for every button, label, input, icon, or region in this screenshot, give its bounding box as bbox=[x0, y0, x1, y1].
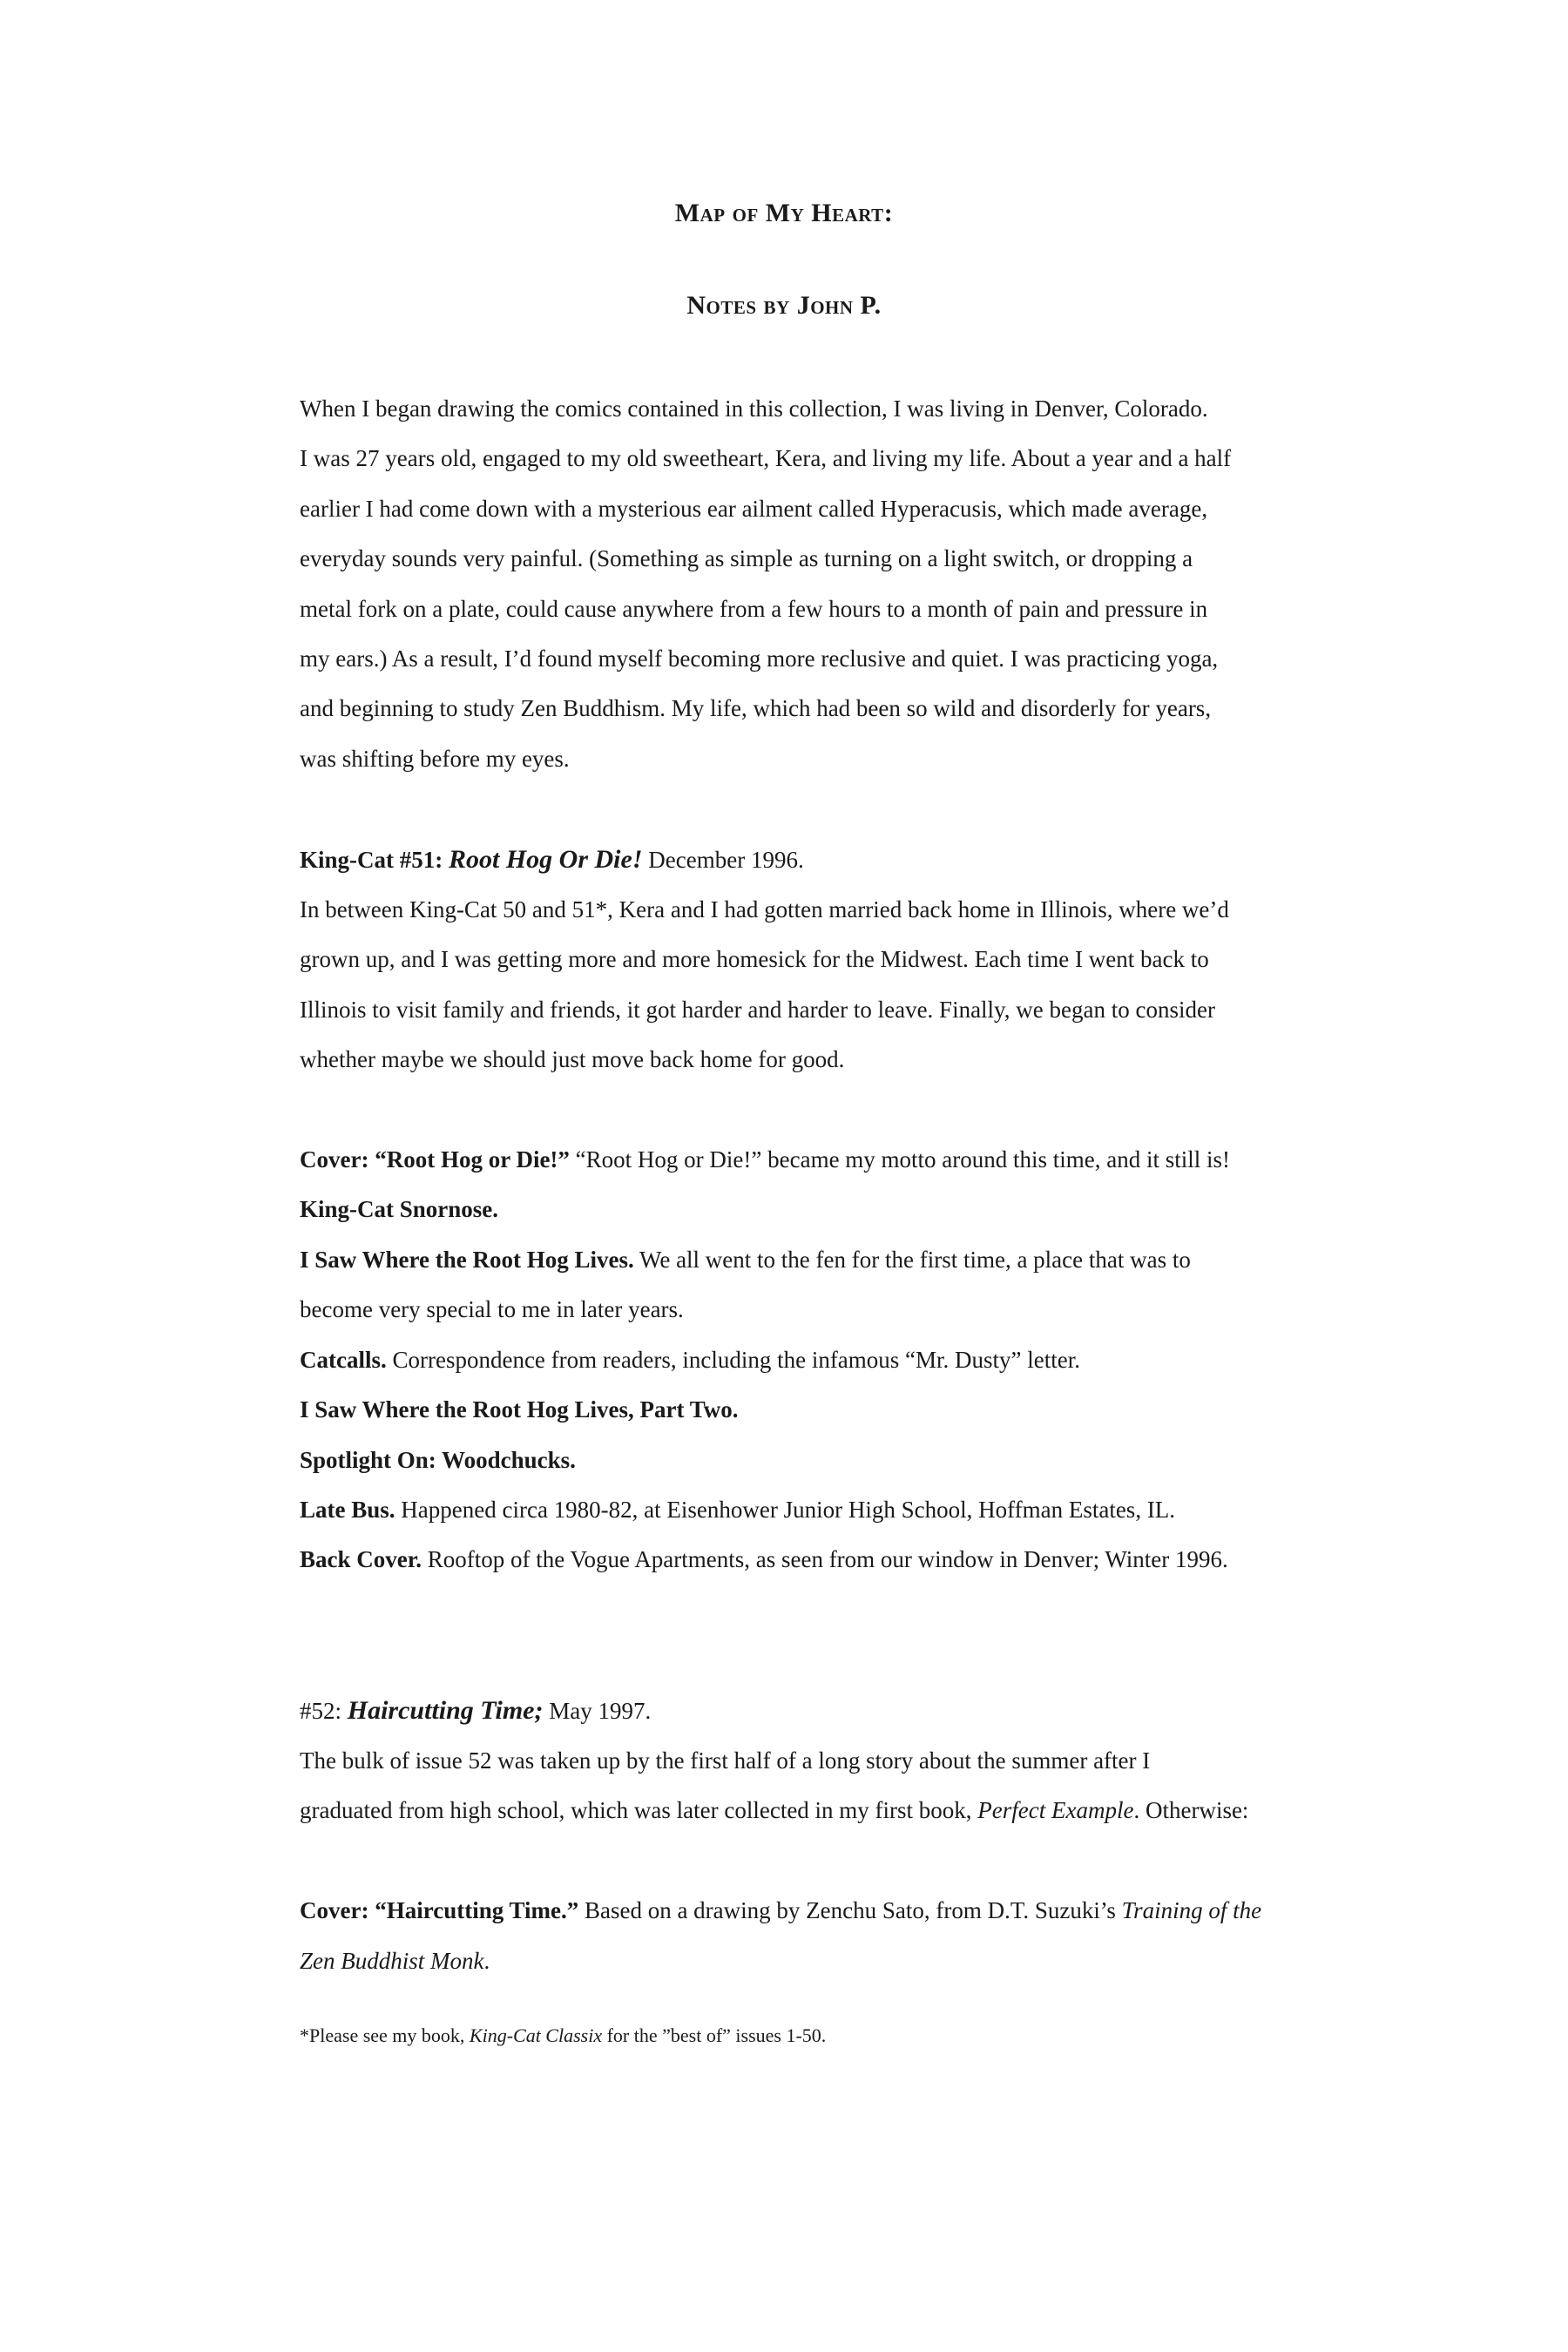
item-name: Back Cover. bbox=[300, 1546, 422, 1573]
contents-item bbox=[300, 1436, 1310, 1485]
intro-paragraph bbox=[300, 384, 1310, 784]
contents-item bbox=[300, 1185, 1310, 1234]
item-desc: Correspondence from readers, including the infamous “Mr. Dusty” letter. bbox=[386, 1346, 1081, 1373]
main-title: Map of My Heart: bbox=[674, 199, 894, 227]
issue-51-line: grown up, and I was getting more and more homesick for the Midwest. Each time I went back to bbox=[300, 946, 1209, 973]
contents-item bbox=[300, 1235, 1310, 1285]
item-desc: Based on a drawing by Zenchu Sato, from D.T. Suzuki’s bbox=[578, 1897, 1122, 1924]
book-title: Zen Buddhist Monk bbox=[300, 1947, 484, 1974]
line-text: graduated from high school, which was later collected in my first book, bbox=[300, 1797, 978, 1824]
issue-51-heading bbox=[300, 835, 1310, 885]
issue-date: December 1996. bbox=[648, 846, 804, 873]
issue-51-line: In between King-Cat 50 and 51*, Kera and I had gotten married back home in Illinois, where we’d bbox=[300, 896, 1229, 923]
contents-item bbox=[300, 1285, 1310, 1335]
footnote-text: *Please see my book, bbox=[300, 2024, 470, 2046]
intro-line: earlier I had come down with a mysterious ear ailment called Hyperacusis, which made average, bbox=[300, 495, 1208, 522]
item-desc: . bbox=[483, 1947, 490, 1974]
item-name: Late Bus. bbox=[300, 1496, 395, 1523]
contents-item bbox=[300, 1485, 1310, 1535]
contents-item bbox=[300, 1335, 1310, 1385]
book-title: Training of the bbox=[1121, 1897, 1262, 1924]
item-name: I Saw Where the Root Hog Lives. bbox=[300, 1246, 634, 1273]
intro-line: my ears.) As a result, I’d found myself becoming more reclusive and quiet. I was practicing yoga, bbox=[300, 645, 1219, 672]
item-desc: become very special to me in later years. bbox=[300, 1296, 684, 1323]
issue-52-heading bbox=[300, 1686, 1310, 1736]
item-name: King-Cat Snornose. bbox=[300, 1196, 499, 1223]
item-name: Spotlight On: Woodchucks. bbox=[300, 1446, 576, 1473]
line-text: . Otherwise: bbox=[1133, 1797, 1249, 1824]
item-desc: “Root Hog or Die!” became my motto around this time, and it still is! bbox=[569, 1146, 1231, 1173]
intro-line: metal fork on a plate, could cause anywhere from a few hours to a month of pain and pressure in bbox=[300, 595, 1208, 622]
intro-line: I was 27 years old, engaged to my old sweetheart, Kera, and living my life. About a year and a half bbox=[300, 445, 1232, 472]
issue-title: Haircutting Time; bbox=[347, 1695, 544, 1725]
contents-item bbox=[300, 1385, 1310, 1435]
issue-51-line: Illinois to visit family and friends, it got harder and harder to leave. Finally, we began to consider bbox=[300, 996, 1215, 1023]
contents-item bbox=[300, 1936, 1310, 1986]
item-name: I Saw Where the Root Hog Lives, Part Two. bbox=[300, 1396, 739, 1423]
item-desc: Rooftop of the Vogue Apartments, as seen from our window in Denver; Winter 1996. bbox=[422, 1546, 1228, 1573]
intro-line: and beginning to study Zen Buddhism. My life, which had been so wild and disorderly for years, bbox=[300, 695, 1212, 722]
intro-line: When I began drawing the comics contained in this collection, I was living in Denver, Colorado. bbox=[300, 395, 1208, 422]
body-text bbox=[300, 384, 1310, 1986]
intro-line: everyday sounds very painful. (Something as simple as turning on a light switch, or dropping a bbox=[300, 545, 1193, 572]
book-title: King-Cat Classix bbox=[469, 2024, 603, 2046]
issue-52-line bbox=[300, 1786, 1310, 1835]
item-desc: Happened circa 1980-82, at Eisenhower Junior High School, Hoffman Estates, IL. bbox=[395, 1496, 1176, 1523]
intro-line: was shifting before my eyes. bbox=[300, 745, 570, 772]
contents-item bbox=[300, 1135, 1310, 1185]
issue-51-line: whether maybe we should just move back home for good. bbox=[300, 1046, 845, 1073]
issue-label: #52: bbox=[300, 1697, 342, 1724]
subtitle: Notes by John P. bbox=[686, 291, 882, 320]
contents-item bbox=[300, 1535, 1310, 1585]
issue-52-line: The bulk of issue 52 was taken up by the first half of a long story about the summer after I bbox=[300, 1747, 1151, 1774]
item-name: Cover: “Root Hog or Die!” bbox=[300, 1146, 570, 1173]
contents-item bbox=[300, 1886, 1310, 1936]
item-desc: We all went to the fen for the first time, a place that was to bbox=[633, 1246, 1191, 1273]
book-title: Perfect Example bbox=[977, 1797, 1134, 1824]
footnote-text: for the ”best of” issues 1-50. bbox=[602, 2024, 827, 2046]
issue-label: King-Cat #51: bbox=[300, 846, 443, 873]
footnote bbox=[300, 2023, 1310, 2049]
issue-date: May 1997. bbox=[549, 1697, 652, 1724]
issue-title: Root Hog Or Die! bbox=[449, 844, 643, 874]
item-name: Cover: “Haircutting Time.” bbox=[300, 1897, 579, 1924]
item-name: Catcalls. bbox=[300, 1346, 387, 1373]
